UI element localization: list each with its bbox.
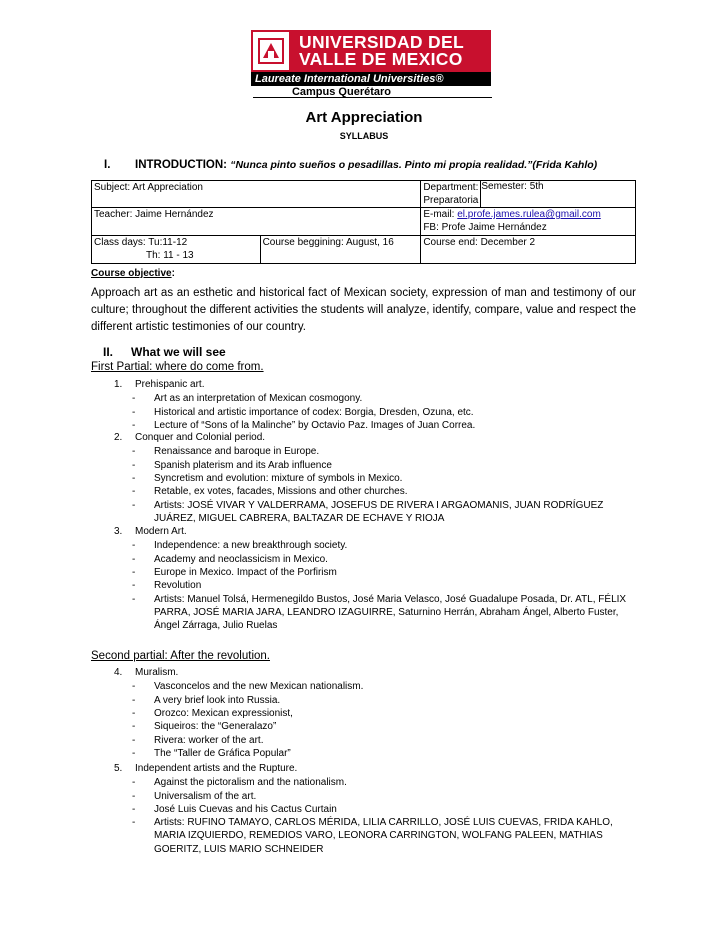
list-item xyxy=(132,803,637,816)
objective-label: Course objective: xyxy=(91,268,175,279)
bullet-dash: - xyxy=(132,681,136,693)
list-item-text: Spanish platerism and its Arab influence xyxy=(154,459,332,471)
list-item xyxy=(132,539,637,552)
bullet-dash: - xyxy=(132,694,136,706)
facebook-text: FB: Profe Jaime Hernández xyxy=(423,221,547,233)
list-item-text: Rivera: worker of the art. xyxy=(154,734,264,746)
list-item xyxy=(132,419,637,432)
list-item-text: Against the pictoralism and the nationalism. xyxy=(154,777,347,789)
bullet-dash: - xyxy=(132,486,136,498)
university-name: UNIVERSIDAD DEL VALLE DE MEXICO xyxy=(291,30,491,72)
list-item-text: Lecture of “Sons of la Malinche” by Octavio Paz. Images of Juan Correa. xyxy=(154,419,476,431)
list-item-text: Artists: RUFINO TAMAYO, CARLOS MÉRIDA, LILIA CARRILLO, JOSÉ LUIS CUEVAS, FRIDA KAHLO, MARIA IZQUIERDO, REMEDIOS VARO, LEONORA CARRINGTON, WOLFANG PALEEN, MATHIAS GOERITZ, LUIS MARIO SCHNEIDER xyxy=(154,817,613,855)
info-row-teacher xyxy=(92,208,636,236)
email-link[interactable]: el.profe.james.rulea@gmail.com xyxy=(457,209,601,220)
list-item xyxy=(132,445,637,458)
unit-number: 4. xyxy=(114,667,123,678)
list-item-text: Universalism of the art. xyxy=(154,790,257,802)
bullet-dash: - xyxy=(132,747,136,759)
bullet-dash: - xyxy=(132,817,136,829)
unit-title: Modern Art. xyxy=(135,526,187,537)
bullet-dash: - xyxy=(132,540,136,552)
list-item-text: Orozco: Mexican expressionist, xyxy=(154,707,293,719)
list-item xyxy=(132,776,637,789)
list-item xyxy=(132,579,637,592)
bullet-dash: - xyxy=(132,566,136,578)
list-item xyxy=(132,707,637,720)
unit-number: 2. xyxy=(114,432,123,443)
list-item-text: Academy and neoclassicism in Mexico. xyxy=(154,553,328,565)
bullet-dash: - xyxy=(132,472,136,484)
department-cell: Department: Preparatoria xyxy=(421,181,481,208)
bullet-dash: - xyxy=(132,777,136,789)
list-item xyxy=(132,472,637,485)
first-partial-heading: First Partial: where do come from. xyxy=(91,361,264,373)
list-item xyxy=(132,485,637,498)
subject-cell: Subject: Art Appreciation xyxy=(92,181,421,208)
info-row-dates xyxy=(92,236,636,264)
list-item xyxy=(132,790,637,803)
list-item-text: Europe in Mexico. Impact of the Porfirism xyxy=(154,566,337,578)
campus-name: Campus Querétaro xyxy=(291,86,391,98)
bullet-dash: - xyxy=(132,499,136,511)
list-item-text: Siqueiros: the “Generalazo” xyxy=(154,721,277,733)
course-info-table xyxy=(91,180,636,264)
list-item xyxy=(132,734,637,747)
unit-number: 1. xyxy=(114,379,123,390)
bullet-dash: - xyxy=(132,459,136,471)
list-item-text: Renaissance and baroque in Europe. xyxy=(154,446,320,458)
course-end-value: Course end: December 2 xyxy=(423,237,536,248)
list-item-text: A very brief look into Russia. xyxy=(154,694,281,706)
list-item xyxy=(132,499,637,526)
email-label: E-mail: xyxy=(423,209,458,220)
bullet-dash: - xyxy=(132,734,136,746)
semester-cell xyxy=(481,181,636,208)
unit-number: 5. xyxy=(114,763,123,774)
list-item xyxy=(132,553,637,566)
info-row-subject xyxy=(92,181,636,208)
bullet-dash: - xyxy=(132,553,136,565)
network-name: Laureate International Universities® xyxy=(251,72,491,86)
list-item-text: Artists: Manuel Tolsá, Hermenegildo Bustos, José Maria Velasco, José Guadalupe Posada, Dr. ATL, FÉLIX PARRA, JOSÉ MARIA JARA, LEANDRO IZAGUIRRE, Saturnino Herrán, Abraham Ángel, Alberto Fuster, Ángel Zárraga, Julio Ruelas xyxy=(154,593,627,632)
bullet-dash: - xyxy=(132,446,136,458)
unit-title: Muralism. xyxy=(135,667,179,678)
bullet-dash: - xyxy=(132,406,136,418)
list-item xyxy=(132,694,637,707)
unit-number: 3. xyxy=(114,526,123,537)
intro-label: INTRODUCTION: xyxy=(135,159,227,171)
list-item-text: Retable, ex votes, facades, Missions and other churches. xyxy=(154,486,408,498)
bullet-dash: - xyxy=(132,580,136,592)
logo-divider xyxy=(253,97,492,98)
what-we-will-see-heading xyxy=(103,345,226,359)
list-item-text: Art as an interpretation of Mexican cosmogony. xyxy=(154,393,363,405)
university-seal-icon xyxy=(251,30,291,72)
list-item xyxy=(132,566,637,579)
unit-title: Prehispanic art. xyxy=(135,379,205,390)
unit-title: Independent artists and the Rupture. xyxy=(135,763,298,774)
list-item-text: José Luis Cuevas and his Cactus Curtain xyxy=(154,803,337,815)
document-title: Art Appreciation xyxy=(305,109,423,126)
list-item xyxy=(132,816,637,856)
list-item-text: Syncretism and evolution: mixture of symbols in Mexico. xyxy=(154,472,403,484)
semester-value: Semester: 5th xyxy=(481,181,544,192)
list-item-text: Historical and artistic importance of codex: Borgia, Dresden, Ozuna, etc. xyxy=(154,406,474,418)
list-item xyxy=(132,392,637,405)
bullet-dash: - xyxy=(132,707,136,719)
bullet-dash: - xyxy=(132,721,136,733)
list-item-text: Vasconcelos and the new Mexican nationalism. xyxy=(154,681,364,693)
course-begin-cell: Course beggining: August, 16 xyxy=(260,236,421,264)
university-logo xyxy=(251,30,491,98)
intro-quote: “Nunca pinto sueños o pesadillas. Pinto mi propia realidad.”(Frida Kahlo) xyxy=(230,159,598,171)
course-end-cell xyxy=(421,236,636,264)
list-item xyxy=(132,680,637,693)
document-subtitle: SYLLABUS xyxy=(339,131,389,141)
intro-roman-numeral: I. xyxy=(104,159,111,171)
list-item xyxy=(132,747,637,760)
bullet-dash: - xyxy=(132,803,136,815)
section2-label: What we will see xyxy=(131,345,226,359)
list-item xyxy=(132,459,637,472)
introduction-heading xyxy=(104,159,598,171)
list-item-text: The “Taller de Gráfica Popular” xyxy=(154,747,291,759)
bullet-dash: - xyxy=(132,419,136,431)
class-days-cell xyxy=(92,236,261,264)
list-item xyxy=(132,720,637,733)
section2-roman-numeral: II. xyxy=(103,345,114,359)
list-item-text: Artists: JOSÉ VIVAR Y VALDERRAMA, JOSEFUS DE RIVERA I ARGAOMANIS, JUAN RODRÍGUEZ JUÁREZ, MIGUEL CABRERA, BALTAZAR DE ECHAVE Y RIOJA xyxy=(154,499,604,524)
contact-cell xyxy=(421,208,636,236)
list-item xyxy=(132,406,637,419)
bullet-dash: - xyxy=(132,790,136,802)
bullet-dash: - xyxy=(132,393,136,405)
class-days-line-2: Th: 11 - 13 xyxy=(146,249,194,261)
list-item-text: Independence: a new breakthrough society. xyxy=(154,540,348,552)
bullet-dash: - xyxy=(132,593,136,605)
list-item xyxy=(132,593,637,633)
objective-text: Approach art as an esthetic and historical fact of Mexican society, expression of man and testimony of our culture; throughout the different activities the students will analyze, identify, compare, value and respect the different artistic testimonies of our country. xyxy=(91,287,636,333)
teacher-cell: Teacher: Jaime Hernández xyxy=(92,208,421,236)
list-item-text: Revolution xyxy=(154,580,202,592)
unit-title: Conquer and Colonial period. xyxy=(135,432,266,443)
class-days-line-1: Class days: Tu:11-12 xyxy=(94,237,188,248)
second-partial-heading: Second partial: After the revolution. xyxy=(91,650,270,662)
